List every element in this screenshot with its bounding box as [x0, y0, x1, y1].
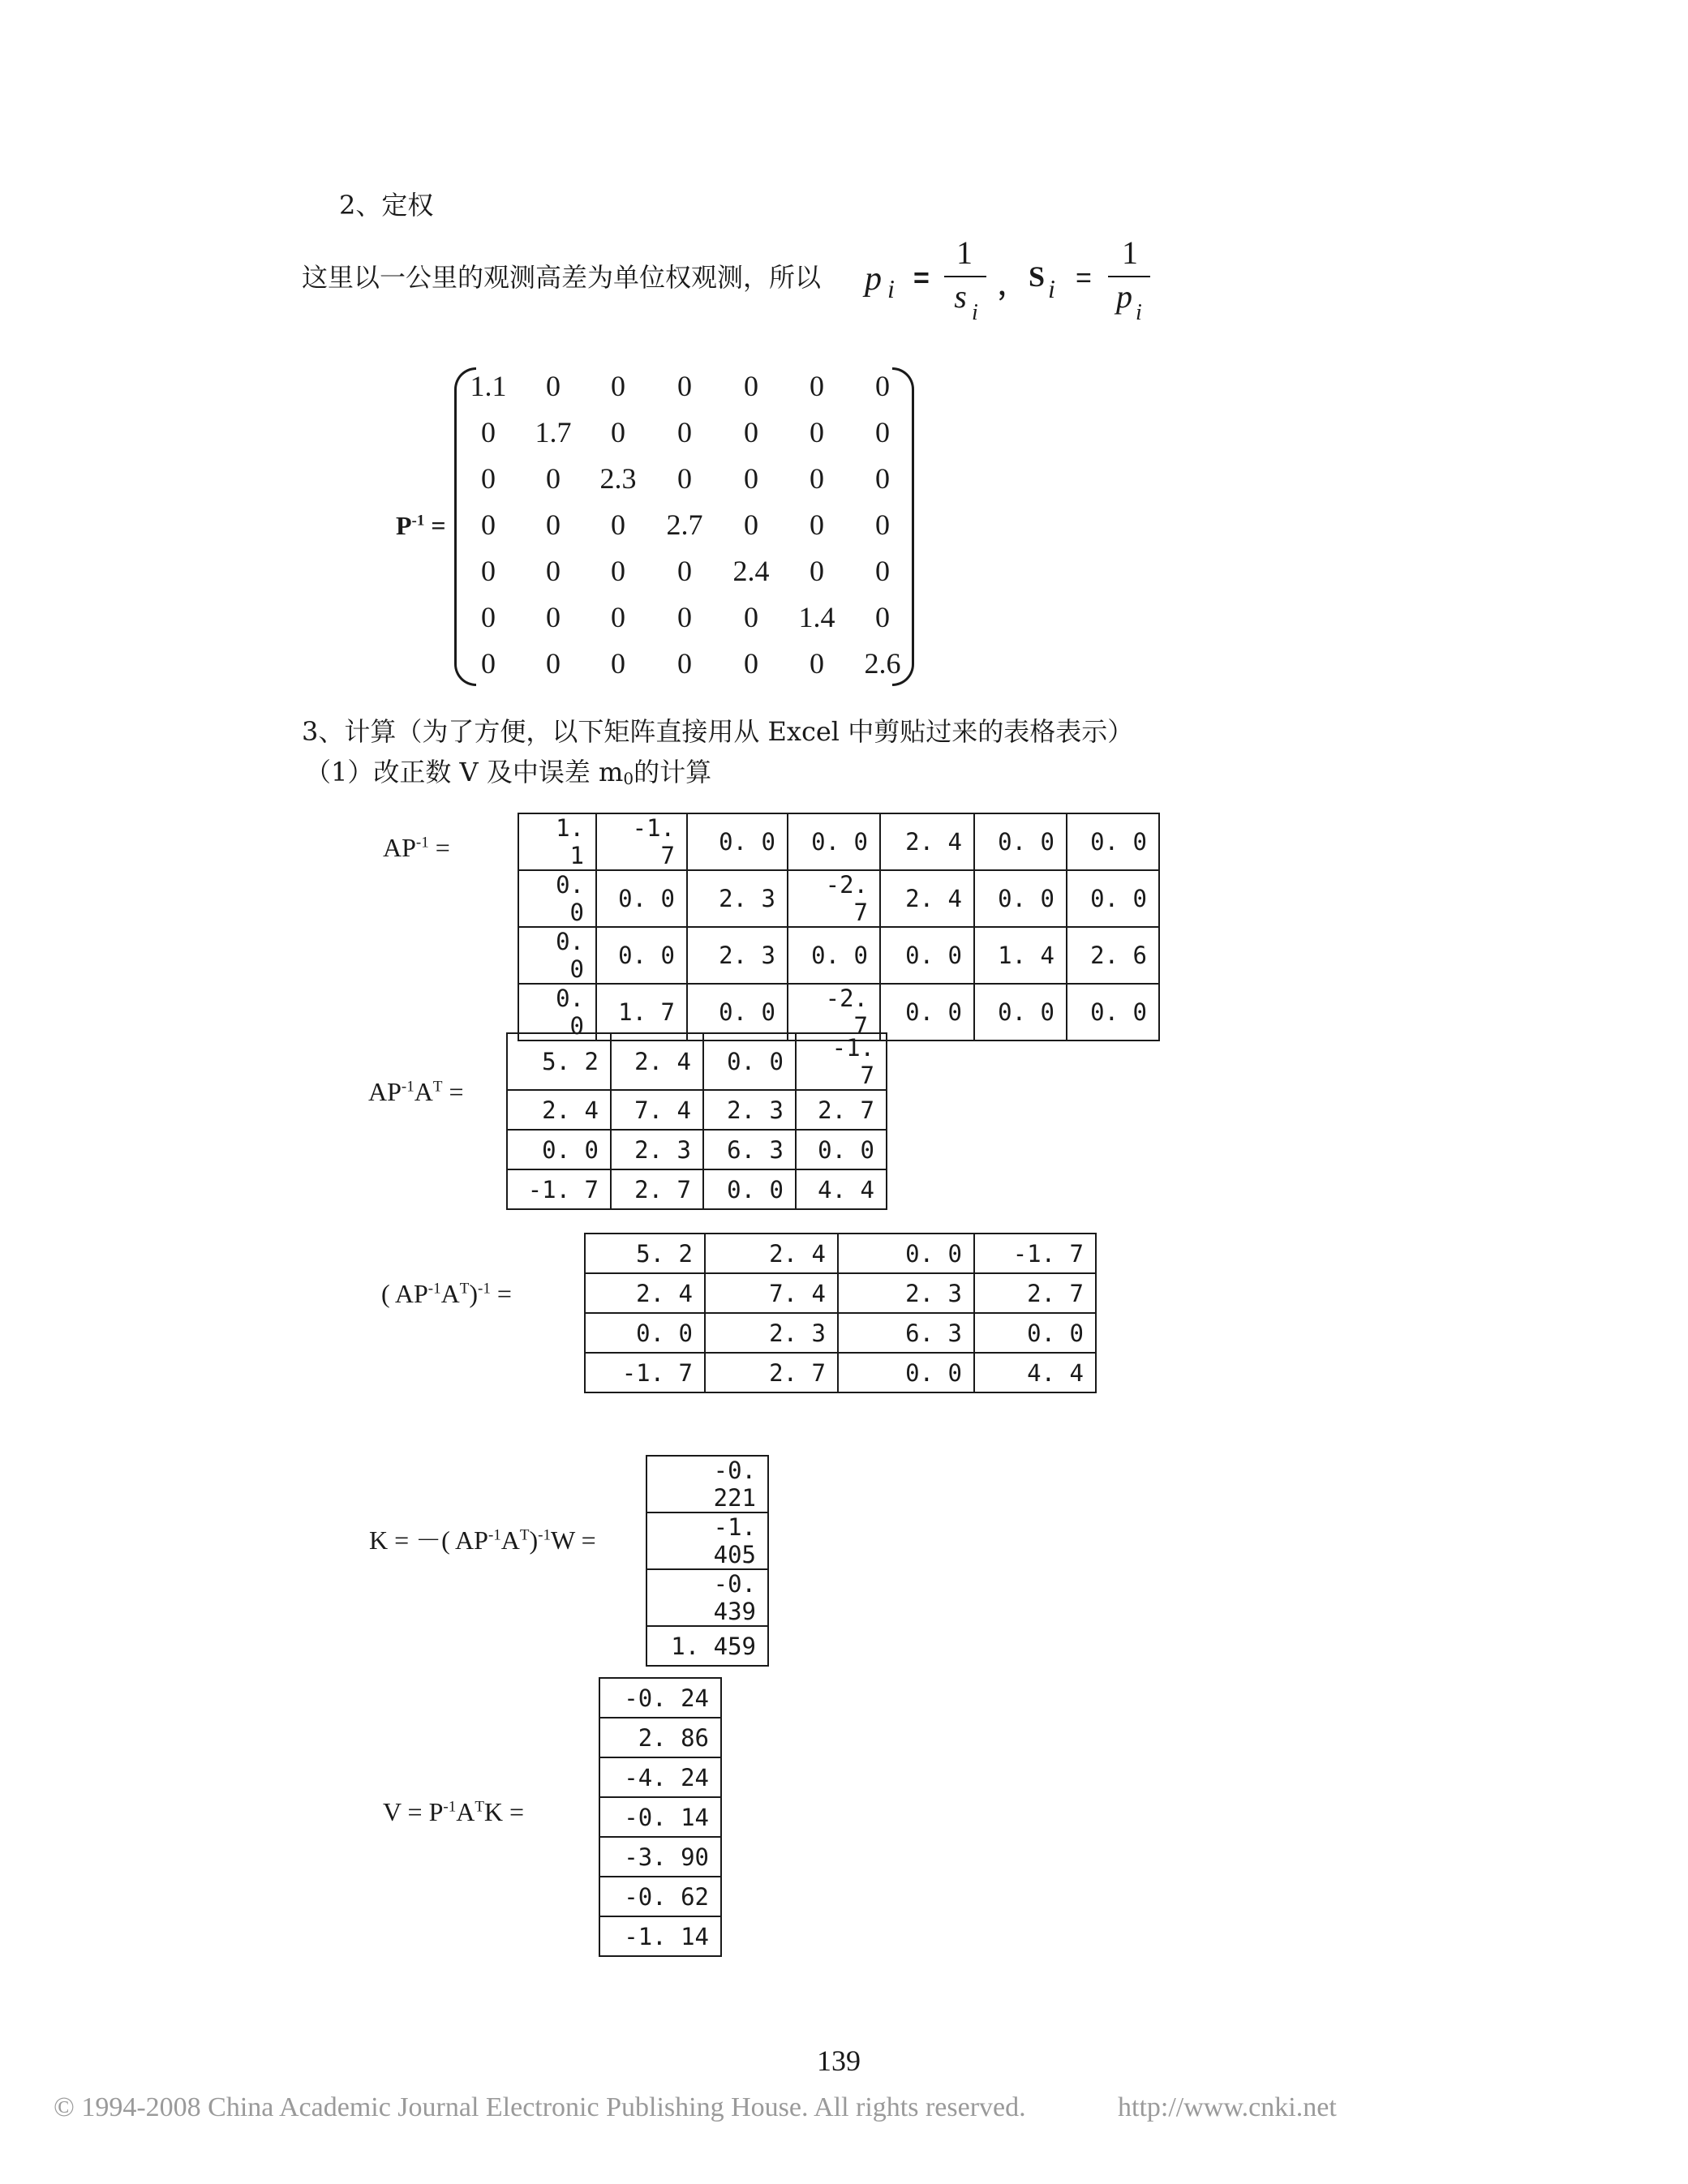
table-cell: 5. 2 [585, 1234, 705, 1273]
table-row [646, 1456, 768, 1512]
table-cell: 0. 0 [974, 870, 1067, 927]
comma: ， [998, 269, 1025, 302]
matrix-cell: 0 [810, 370, 824, 402]
table-cell: 0. 0 [788, 813, 880, 870]
k-table [646, 1455, 769, 1667]
subsection-1-heading: （1）改正数 V 及中误差 m0的计算 [305, 757, 712, 788]
matrix-cell: 0 [677, 416, 692, 448]
table-cell: -1. 7 [585, 1353, 705, 1392]
table-row [585, 1234, 1096, 1273]
matrix-cell: 2.4 [732, 555, 770, 587]
equals-1: = [913, 263, 930, 294]
matrix-cell: 0 [481, 416, 496, 448]
matrix-cell: 0 [744, 508, 758, 541]
table-cell: -1. 7 [507, 1169, 611, 1209]
table-cell: 7. 4 [611, 1090, 703, 1130]
table-cell: 0. 0 [596, 927, 687, 984]
table-cell: 4. 4 [796, 1169, 887, 1209]
matrix-cell: 0 [677, 647, 692, 680]
p-i-subscript: i [887, 274, 895, 303]
table-cell: -0. 14 [599, 1797, 721, 1837]
table-cell: 2. 7 [974, 1273, 1096, 1313]
matrix-cell: 0 [810, 647, 824, 680]
v-label: $V = P^{-1}A^TK$ = [383, 1797, 525, 1826]
matrix-cell: 0 [481, 555, 496, 587]
table-cell: 0. 0 [1067, 870, 1159, 927]
table-cell: -0. 439 [646, 1569, 768, 1626]
table-cell: 4. 4 [974, 1353, 1096, 1392]
matrix-cell: 0 [546, 647, 561, 680]
matrix-cell: 2.3 [599, 462, 637, 495]
matrix-cell: 0 [810, 555, 824, 587]
table-cell: 6. 3 [838, 1313, 974, 1353]
k-label: K = －( $AP^{-1}A^T)^{-1}W$ = [369, 1525, 596, 1555]
matrix-cell: 0 [677, 370, 692, 402]
table-cell: 0. 0 [974, 813, 1067, 870]
matrix-cell: 1.1 [470, 370, 507, 402]
table-cell: 7. 4 [705, 1273, 838, 1313]
table-cell: -1. 405 [646, 1512, 768, 1569]
table-cell: 1. 1 [518, 813, 596, 870]
footer-copyright: © 1994-2008 China Academic Journal Electronic Publishing House. All rights reserved. [54, 2092, 1026, 2122]
table-cell: -0. 62 [599, 1877, 721, 1916]
table-cell: 2. 7 [796, 1090, 887, 1130]
s-i-bold: S [1029, 260, 1046, 293]
s-i-subscript: i [1048, 274, 1055, 303]
matrix-cell: 0 [810, 462, 824, 495]
table-row [646, 1626, 768, 1666]
table-row [585, 1273, 1096, 1313]
table-cell: 5. 2 [507, 1033, 611, 1090]
frac-den-p-sub: i [1136, 300, 1142, 325]
matrix-cell: 1.4 [798, 601, 835, 633]
matrix-cell: 0 [875, 601, 890, 633]
frac-num-2: 1 [1122, 234, 1138, 271]
table-cell: 0. 0 [974, 984, 1067, 1041]
table-cell: -1. 7 [796, 1033, 887, 1090]
table-cell: -2. 7 [788, 870, 880, 927]
table-cell: 0. 0 [788, 927, 880, 984]
matrix-cell: 0 [744, 416, 758, 448]
matrix-cell: 0 [744, 647, 758, 680]
matrix-cell: 0 [875, 508, 890, 541]
table-cell: 2. 4 [611, 1033, 703, 1090]
table-cell: 0. 0 [1067, 984, 1159, 1041]
table-row [585, 1353, 1096, 1392]
table-cell: 2. 4 [880, 870, 974, 927]
matrix-cell: 0 [481, 601, 496, 633]
matrix-cell: 0 [611, 555, 625, 587]
matrix-cell: 2.6 [864, 647, 901, 680]
table-cell: 2. 3 [838, 1273, 974, 1313]
table-cell: 2. 3 [687, 927, 788, 984]
section-2-heading: 2、定权 [339, 190, 434, 221]
equals-2: = [1076, 263, 1092, 294]
p-inverse-label: $P^{-1}$ = [396, 511, 446, 540]
table-row [599, 1916, 721, 1956]
ap-inverse-label: $AP^{-1}$ = [383, 833, 450, 862]
table-row [507, 1090, 887, 1130]
matrix-cell: 0 [875, 370, 890, 402]
matrix-cell: 0 [481, 647, 496, 680]
table-cell: -1. 7 [974, 1234, 1096, 1273]
table-cell: 0. 0 [974, 1313, 1096, 1353]
p-inverse-matrix [454, 369, 908, 685]
matrix-cell: 0 [744, 370, 758, 402]
table-row [518, 870, 1159, 927]
table-cell: 0. 0 [880, 984, 974, 1041]
matrix-cell: 0 [546, 601, 561, 633]
matrix-cell: 0 [677, 601, 692, 633]
table-cell: 2. 3 [705, 1313, 838, 1353]
table-row [585, 1313, 1096, 1353]
v-table [599, 1677, 722, 1957]
matrix-cell: 0 [875, 416, 890, 448]
table-cell: 1. 4 [974, 927, 1067, 984]
table-cell: 0. 0 [1067, 813, 1159, 870]
frac-num-1: 1 [956, 234, 973, 271]
table-cell: 6. 3 [703, 1130, 796, 1169]
table-cell: 2. 3 [687, 870, 788, 927]
table-cell: 0. 0 [518, 927, 596, 984]
table-row [646, 1512, 768, 1569]
table-cell: -3. 90 [599, 1837, 721, 1877]
matrix-cell: 0 [677, 462, 692, 495]
table-cell: 2. 4 [585, 1273, 705, 1313]
table-cell: 0. 0 [596, 870, 687, 927]
table-cell: 1. 7 [596, 984, 687, 1041]
page-number: 139 [817, 2045, 861, 2077]
table-cell: 0. 0 [838, 1353, 974, 1392]
matrix-cell: 0 [546, 508, 561, 541]
ap-inverse-table [518, 813, 1160, 1041]
matrix-cell: 0 [611, 647, 625, 680]
matrix-cell: 1.7 [535, 416, 572, 448]
matrix-cell: 0 [546, 370, 561, 402]
table-row [518, 927, 1159, 984]
table-cell: -0. 221 [646, 1456, 768, 1512]
matrix-cell: 0 [875, 555, 890, 587]
apat-label: $AP^{-1}A^T$ = [368, 1077, 464, 1106]
matrix-cell: 2.7 [666, 508, 703, 541]
table-cell: 0. 0 [687, 813, 788, 870]
table-cell: 0. 0 [687, 984, 788, 1041]
p-i-symbol: p [865, 260, 882, 298]
matrix-cell: 0 [481, 462, 496, 495]
table-cell: 0. 0 [796, 1130, 887, 1169]
table-cell: 1. 459 [646, 1626, 768, 1666]
table-cell: 0. 0 [880, 927, 974, 984]
matrix-cell: 0 [481, 508, 496, 541]
apat-table [506, 1032, 887, 1210]
frac-den-p: p [1116, 278, 1132, 315]
table-cell: 0. 0 [518, 984, 596, 1041]
matrix-cell: 0 [611, 416, 625, 448]
table-cell: 2. 3 [703, 1090, 796, 1130]
table-cell: 2. 86 [599, 1718, 721, 1757]
table-cell: 2. 4 [705, 1234, 838, 1273]
table-cell: 0. 0 [585, 1313, 705, 1353]
matrix-cell: 0 [546, 462, 561, 495]
table-cell: 2. 3 [611, 1130, 703, 1169]
matrix-cell: 0 [744, 601, 758, 633]
matrix-cell: 0 [611, 370, 625, 402]
table-cell: 0. 0 [518, 870, 596, 927]
table-row [507, 1130, 887, 1169]
frac-den-s-sub: i [972, 300, 978, 325]
table-row [518, 813, 1159, 870]
table-row [599, 1837, 721, 1877]
matrix-cell: 0 [810, 416, 824, 448]
table-row [599, 1718, 721, 1757]
table-cell: 2. 4 [507, 1090, 611, 1130]
footer-url: http://www.cnki.net [1118, 2092, 1337, 2122]
matrix-cell: 0 [611, 508, 625, 541]
matrix-cell: 0 [810, 508, 824, 541]
apat-inverse-label: ( $AP^{-1}A^T)^{-1}$ = [381, 1279, 512, 1308]
apat-inverse-table [584, 1233, 1097, 1393]
table-cell: -1. 7 [596, 813, 687, 870]
frac-den-s: s [954, 278, 967, 315]
table-cell: 2. 6 [1067, 927, 1159, 984]
table-cell: 0. 0 [703, 1033, 796, 1090]
table-cell: 0. 0 [703, 1169, 796, 1209]
matrix-cell: 0 [744, 462, 758, 495]
table-cell: -2. 7 [788, 984, 880, 1041]
table-row [507, 1033, 887, 1090]
matrix-cell: 0 [611, 601, 625, 633]
table-row [507, 1169, 887, 1209]
matrix-cell: 0 [546, 555, 561, 587]
table-cell: 2. 4 [880, 813, 974, 870]
weight-intro-text: 这里以一公里的观测高差为单位权观测，所以 [302, 262, 822, 293]
table-cell: -1. 14 [599, 1916, 721, 1956]
table-cell: 2. 7 [705, 1353, 838, 1392]
table-row [646, 1569, 768, 1626]
table-row [599, 1797, 721, 1837]
weight-formula [860, 235, 1168, 333]
table-cell: -4. 24 [599, 1757, 721, 1797]
matrix-cell: 0 [677, 555, 692, 587]
table-cell: 0. 0 [838, 1234, 974, 1273]
table-row [599, 1757, 721, 1797]
table-row [599, 1678, 721, 1718]
table-row [599, 1877, 721, 1916]
table-cell: -0. 24 [599, 1678, 721, 1718]
section-3-heading: 3、计算（为了方便，以下矩阵直接用从 Excel 中剪贴过来的表格表示） [302, 716, 1134, 747]
table-cell: 2. 7 [611, 1169, 703, 1209]
matrix-cell: 0 [875, 462, 890, 495]
table-cell: 0. 0 [507, 1130, 611, 1169]
